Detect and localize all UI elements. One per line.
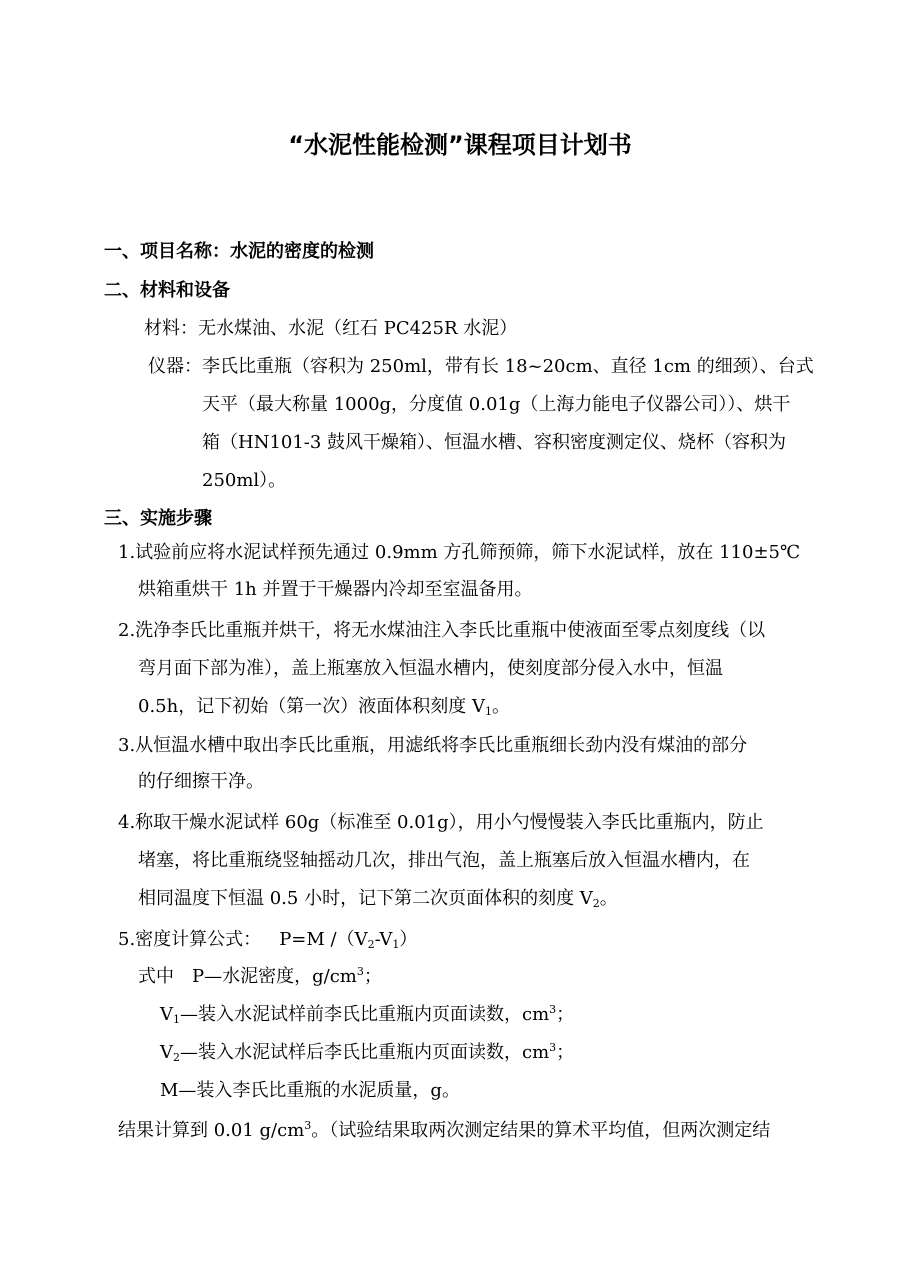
variable-m-definition: M—装入李氏比重瓶的水泥质量，g。 bbox=[160, 1080, 460, 1101]
step-3-line: 3.从恒温水槽中取出李氏比重瓶，用滤纸将李氏比重瓶细长劲内没有煤油的部分 bbox=[118, 735, 748, 756]
where-line: 式中 P—水泥密度，$g/cm^3$； bbox=[138, 965, 382, 987]
step-1-line: 1.试验前应将水泥试样预先通过 0.9mm 方孔筛预筛，筛下水泥试样，放在 110±5℃ bbox=[118, 542, 801, 563]
document-title: “水泥性能检测”课程项目计划书 bbox=[288, 131, 632, 159]
section-heading-procedure: 三、实施步骤 bbox=[104, 508, 212, 529]
step-3-line: 的仔细擦干净。 bbox=[138, 771, 264, 792]
result-line: 结果计算到 0.01 $g/cm^3$。（试验结果取两次测定结果的算术平均值，但两次测定结 bbox=[118, 1119, 771, 1141]
step-5-formula: 5.密度计算公式： P=M $/(V_2-V_1)$ bbox=[118, 929, 418, 951]
step-4-line: 相同温度下恒温 0.5 小时，记下第二次页面体积的刻度 $V_2$。 bbox=[138, 888, 618, 910]
step-4-line: 4.称取干燥水泥试样 60g（标准至 0.01g），用小勺慢慢装入李氏比重瓶内，防止 bbox=[118, 812, 764, 833]
section-heading-project-name: 一、项目名称：水泥的密度的检测 bbox=[104, 241, 374, 262]
instruments-line: 箱（HN101-3 鼓风干燥箱）、恒温水槽、容积密度测定仪、烧杯（容积为 bbox=[202, 432, 787, 453]
materials-line: 材料：无水煤油、水泥（红石 PC425R 水泥） bbox=[144, 318, 518, 339]
step-4-line: 堵塞，将比重瓶绕竖轴摇动几次，排出气泡，盖上瓶塞后放入恒温水槽内，在 bbox=[138, 850, 750, 871]
instruments-line: 仪器：李氏比重瓶（容积为 250ml，带有长 18~20cm、直径 1cm 的细颈）、台式 bbox=[148, 356, 814, 377]
instruments-line: 250ml）。 bbox=[202, 470, 287, 491]
variable-v2-definition: $V_2—$装入水泥试样后李氏比重瓶内页面读数，$cm^3$； bbox=[160, 1041, 575, 1064]
section-heading-materials: 二、材料和设备 bbox=[104, 280, 230, 301]
step-1-line: 烘箱重烘干 1h 并置于干燥器内冷却至室温备用。 bbox=[138, 579, 533, 600]
step-2-line: 2.洗净李氏比重瓶并烘干，将无水煤油注入李氏比重瓶中使液面至零点刻度线（以 bbox=[118, 620, 766, 641]
variable-v1-definition: $V_1—$装入水泥试样前李氏比重瓶内页面读数，$cm^3$； bbox=[160, 1003, 575, 1026]
step-2-line: 弯月面下部为准），盖上瓶塞放入恒温水槽内，使刻度部分侵入水中，恒温 bbox=[138, 658, 723, 679]
instruments-line: 天平（最大称量 1000g，分度值 0.01g（上海力能电子仪器公司））、烘干 bbox=[202, 394, 791, 415]
step-2-line: 0.5h，记下初始（第一次）液面体积刻度 $V_1$。 bbox=[138, 696, 510, 718]
